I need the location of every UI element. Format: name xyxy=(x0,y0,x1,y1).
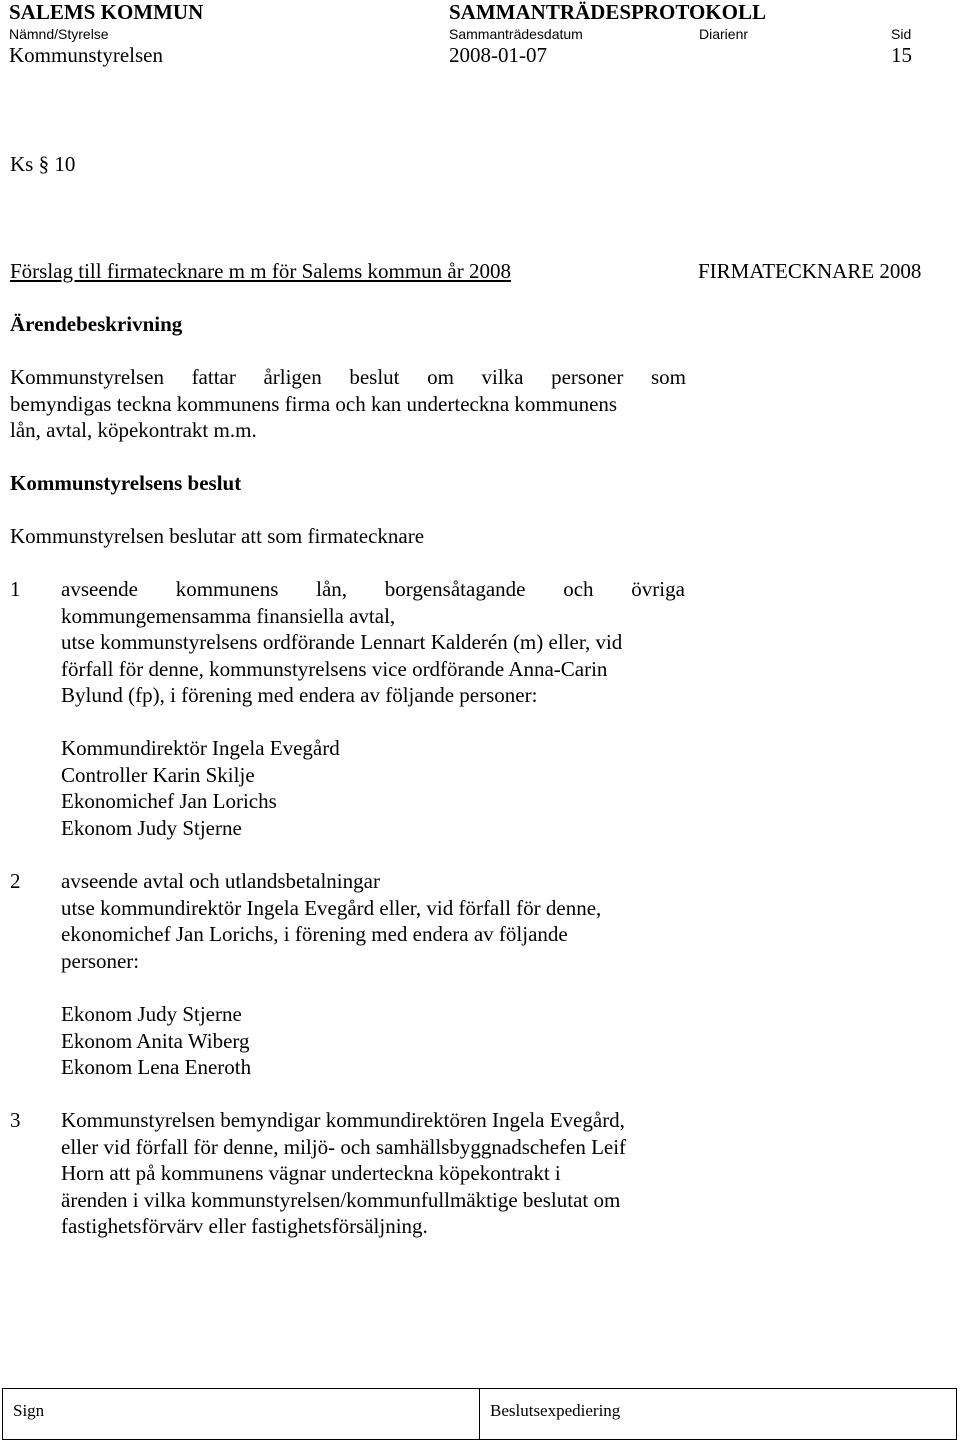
description-line: lån, avtal, köpekontrakt m.m. xyxy=(10,418,257,442)
person: Kommundirektör Ingela Evegård xyxy=(61,736,340,760)
item-line: avseende avtal och utlandsbetalningar xyxy=(61,869,380,893)
document-type: SAMMANTRÄDESPROTOKOLL xyxy=(449,0,766,24)
item-2-text xyxy=(61,868,601,974)
item-1-persons xyxy=(61,735,340,841)
word: personer xyxy=(551,365,624,389)
item-line: fastighetsförvärv eller fastighetsförsäljning. xyxy=(61,1214,428,1238)
item-line: ärenden i vilka kommunstyrelsen/kommunfullmäktige beslutat om xyxy=(61,1187,621,1212)
board-value: Kommunstyrelsen xyxy=(9,43,163,67)
description-line: bemyndigas teckna kommunens firma och kan underteckna kommunens xyxy=(10,391,618,416)
description-heading: Ärendebeskrivning xyxy=(10,312,183,336)
word: beslut xyxy=(349,365,400,389)
description-line xyxy=(10,364,686,391)
item-line: Horn att på kommunens vägnar underteckna köpekontrakt i xyxy=(61,1161,561,1185)
sign-label: Sign xyxy=(13,1401,45,1420)
word: fattar xyxy=(191,365,236,389)
word: kommunens xyxy=(175,577,279,601)
person: Ekonom Anita Wiberg xyxy=(61,1028,250,1053)
item-line xyxy=(61,576,685,603)
item-number: 3 xyxy=(10,1108,21,1132)
meeting-date-label: Sammanträdesdatum xyxy=(449,26,583,42)
item-3-text xyxy=(61,1107,626,1240)
word: och xyxy=(563,577,594,601)
subject-code: FIRMATECKNARE 2008 xyxy=(698,259,922,283)
description-text xyxy=(10,364,686,444)
org-name: SALEMS KOMMUN xyxy=(9,0,204,24)
decision-intro: Kommunstyrelsen beslutar att som firmatecknare xyxy=(10,524,425,548)
person: Ekonomichef Jan Lorichs xyxy=(61,789,277,813)
page-number: 15 xyxy=(891,43,912,67)
signature-box-divider xyxy=(479,1389,480,1439)
dispatch-label: Beslutsexpediering xyxy=(490,1401,621,1420)
word: lån, xyxy=(316,577,348,601)
word: som xyxy=(650,365,686,389)
item-number: 1 xyxy=(10,577,21,601)
item-line: förfall för denne, kommunstyrelsens vice ordförande Anna-Carin xyxy=(61,656,608,681)
item-line: utse kommunstyrelsens ordförande Lennart Kalderén (m) eller, vid xyxy=(61,630,623,654)
word: om xyxy=(427,365,454,389)
item-line: ekonomichef Jan Lorichs, i förening med endera av följande xyxy=(61,922,568,946)
person: Ekonom Judy Stjerne xyxy=(61,815,242,840)
item-line: Bylund (fp), i förening med endera av följande personer: xyxy=(61,683,538,707)
item-line: Kommunstyrelsen bemyndigar kommundirektören Ingela Evegård, xyxy=(61,1108,625,1132)
item-line: kommungemensamma finansiella avtal, xyxy=(61,603,396,628)
board-label: Nämnd/Styrelse xyxy=(9,26,109,42)
item-number: 2 xyxy=(10,869,21,893)
item-2-persons xyxy=(61,1001,251,1081)
person: Ekonom Lena Eneroth xyxy=(61,1055,252,1079)
section-number: Ks § 10 xyxy=(10,152,76,176)
meeting-date-value: 2008-01-07 xyxy=(449,43,547,67)
registry-number-label: Diarienr xyxy=(699,26,749,42)
signature-box xyxy=(2,1388,957,1440)
item-line: personer: xyxy=(61,948,140,973)
item-line: utse kommundirektör Ingela Evegård eller, vid förfall för denne, xyxy=(61,895,602,920)
word: årligen xyxy=(263,365,322,389)
person: Ekonom Judy Stjerne xyxy=(61,1002,242,1026)
word: övriga xyxy=(631,577,685,601)
page-label: Sid xyxy=(891,26,912,42)
person: Controller Karin Skilje xyxy=(61,762,255,787)
item-1-text xyxy=(61,576,685,709)
word: borgensåtagande xyxy=(384,577,526,601)
word: vilka xyxy=(481,365,524,389)
item-line: eller vid förfall för denne, miljö- och samhällsbyggnadschefen Leif xyxy=(61,1134,627,1159)
subject-title: Förslag till firmatecknare m m för Salems kommun år 2008 xyxy=(10,259,511,283)
word: avseende xyxy=(61,577,138,601)
decision-heading: Kommunstyrelsens beslut xyxy=(10,471,242,495)
word: Kommunstyrelsen xyxy=(10,365,164,389)
